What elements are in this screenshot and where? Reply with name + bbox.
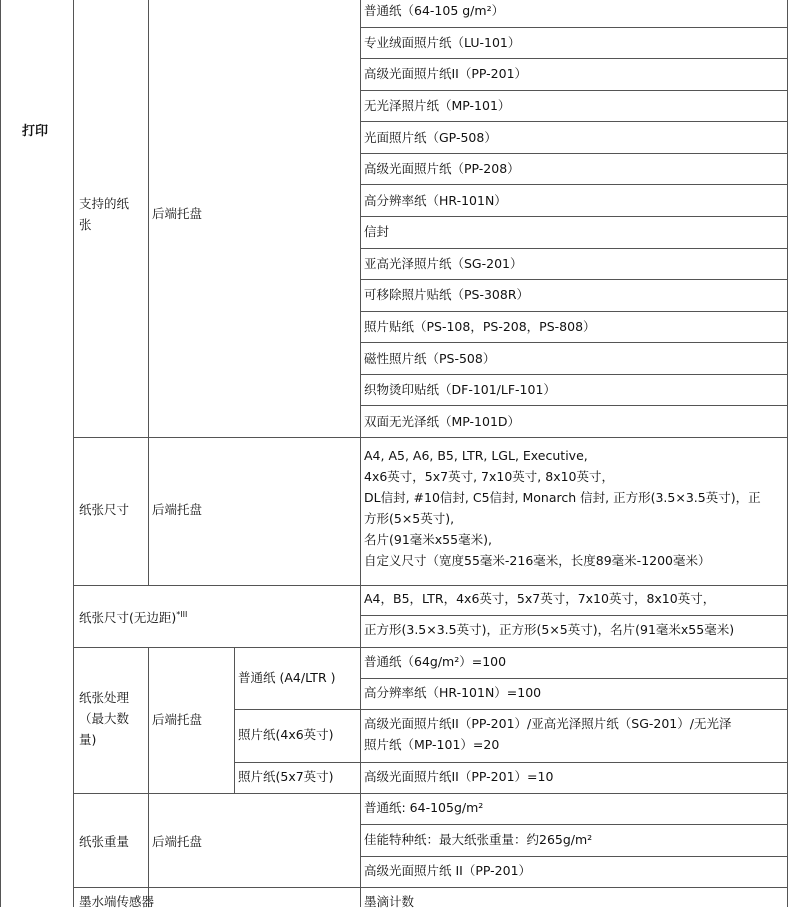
supported-paper-item: 照片贴纸（PS-108，PS-208，PS-808）: [364, 319, 596, 334]
supported-paper-item: 光面照片纸（GP-508）: [364, 129, 497, 145]
paper-weight-source: 后端托盘: [152, 834, 203, 849]
row-line: [360, 342, 788, 343]
ink-sensor-value: 墨滴计数: [364, 894, 415, 909]
col-divider-2b: [148, 647, 149, 907]
borderless-size-note: *III: [176, 609, 188, 619]
paper-weight-item: 佳能特种纸：最大纸张重量：约265g/m²: [364, 832, 593, 847]
row-line: [234, 762, 788, 763]
row-line: [360, 184, 788, 185]
row-line: [73, 793, 788, 794]
row-line: [360, 678, 788, 679]
row-line: [360, 405, 788, 406]
paper-size-source: 后端托盘: [152, 502, 203, 517]
paper-size-label: 纸张尺寸: [79, 502, 130, 517]
handling-value: 高级光面照片纸II（PP-201）=10: [364, 769, 554, 784]
row-line: [360, 615, 788, 616]
supported-paper-source: 后端托盘: [152, 206, 203, 221]
supported-paper-item: 织物烫印贴纸（DF-101/LF-101）: [364, 382, 556, 398]
col-divider-1: [73, 0, 74, 907]
borderless-size-row: 正方形(3.5×3.5英寸)，正方形(5×5英寸)，名片(91毫米x55毫米): [364, 622, 735, 637]
supported-paper-item: 高级光面照片纸（PP-208）: [364, 161, 520, 177]
row-line: [360, 856, 788, 857]
row-line: [234, 709, 788, 710]
row-line: [360, 311, 788, 312]
supported-paper-item: 信封: [364, 224, 390, 240]
row-line: [360, 27, 788, 28]
row-line: [360, 153, 788, 154]
row-line: [73, 437, 788, 438]
paper-weight-item: 高级光面照片纸 II（PP-201）: [364, 863, 532, 878]
handling-value: 普通纸（64g/m²）=100: [364, 654, 507, 669]
paper-weight-item: 普通纸: 64-105g/m²: [364, 800, 484, 815]
supported-paper-label: 支持的纸 张: [79, 196, 130, 232]
row-line: [360, 279, 788, 280]
paper-handling-label: 纸张处理 （最大数 量): [79, 690, 130, 747]
handling-type-plain: 普通纸 (A4/LTR ): [238, 670, 336, 685]
section-label: 打印: [22, 124, 49, 139]
paper-weight-label: 纸张重量: [79, 834, 130, 849]
supported-paper-item: 高级光面照片纸II（PP-201）: [364, 66, 528, 82]
supported-paper-item: 普通纸（64-105 g/m²）: [364, 3, 505, 19]
borderless-size-row: A4，B5，LTR，4x6英寸，5x7英寸，7x10英寸，8x10英寸，: [364, 591, 716, 606]
row-line: [360, 121, 788, 122]
supported-paper-item: 双面无光泽纸（MP-101D）: [364, 413, 521, 429]
supported-paper-item: 可移除照片贴纸（PS-308R）: [364, 287, 530, 303]
row-line: [360, 216, 788, 217]
row-line: [73, 585, 788, 586]
supported-paper-item: 高分辨率纸（HR-101N）: [364, 192, 507, 208]
handling-type-photo-5x7: 照片纸(5x7英寸): [238, 769, 334, 784]
supported-paper-item: 无光泽照片纸（MP-101）: [364, 98, 511, 113]
ink-sensor-label: 墨水端传感器: [79, 894, 155, 909]
paper-size-value: A4, A5, A6, B5, LTR, LGL, Executive, 4x6英寸，5x7英寸, 7x10英寸, 8x10英寸， DL信封, #10信封, C5信封, Monarch 信封, 正方形(3.5×3.5英寸)，正 方形(5×5英寸), 名片(91毫米x55毫米), 自定义尺寸（宽度55毫米-216毫米，长度89毫米-1200毫米）: [364, 448, 761, 568]
supported-paper-item: 亚高光泽照片纸（SG-201）: [364, 255, 523, 271]
borderless-size-label: 纸张尺寸(无边距)$^{*III}$: [79, 609, 188, 625]
row-line: [360, 374, 788, 375]
row-line: [73, 647, 788, 648]
handling-type-photo-4x6: 照片纸(4x6英寸): [238, 727, 334, 742]
row-line: [360, 248, 788, 249]
row-line: [360, 824, 788, 825]
supported-paper-item: 专业绒面照片纸（LU-101）: [364, 34, 521, 50]
handling-value: 高分辨率纸（HR-101N）=100: [364, 685, 542, 700]
supported-paper-item: 磁性照片纸（PS-508）: [364, 350, 496, 366]
col-divider-2a: [148, 0, 149, 585]
row-line: [360, 90, 788, 91]
paper-handling-source: 后端托盘: [152, 712, 203, 727]
handling-value: 高级光面照片纸II（PP-201）/亚高光泽照片纸（SG-201）/无光泽 照片纸（MP-101）=20: [364, 716, 732, 752]
row-line: [360, 58, 788, 59]
row-line: [73, 887, 788, 888]
table-border-left: [0, 0, 1, 907]
